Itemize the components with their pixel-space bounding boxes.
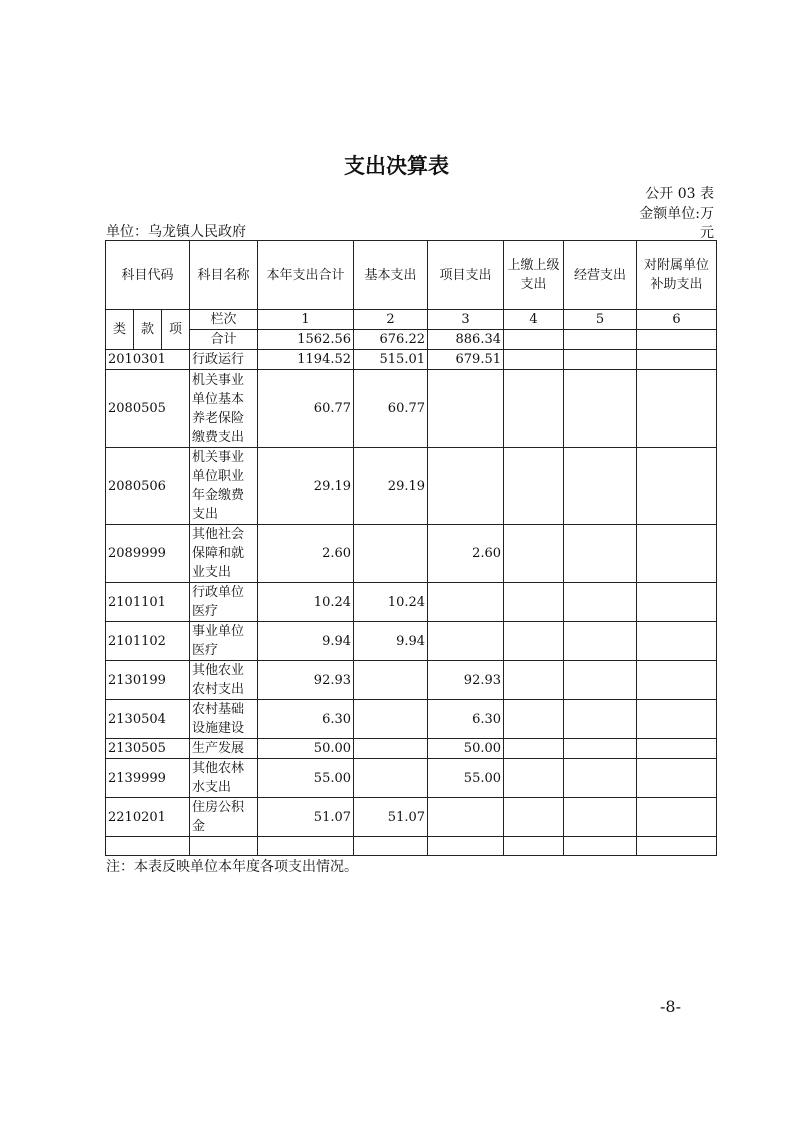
row-project: 679.51: [428, 350, 504, 370]
total-row: [106, 330, 717, 350]
row-name: 其他社会保障和就业支出: [190, 525, 258, 583]
row-total: 92.93: [258, 661, 354, 700]
empty-cell: [428, 837, 504, 856]
row-basic: 9.94: [354, 622, 428, 661]
row-project: 55.00: [428, 759, 504, 798]
row-subsidy: [637, 525, 717, 583]
header-subsidy: 对附属单位补助支出: [637, 241, 717, 310]
row-upper: [504, 525, 564, 583]
row-total: 2.60: [258, 525, 354, 583]
header-kuan: 款: [134, 310, 162, 350]
row-total: 10.24: [258, 583, 354, 622]
header-lanci: 栏次: [190, 310, 258, 330]
row-upper: [504, 661, 564, 700]
row-name: 住房公积金: [190, 798, 258, 837]
row-basic: [354, 700, 428, 739]
footnote: 注：本表反映单位本年度各项支出情况。: [106, 859, 358, 875]
row-code: 2210201: [106, 798, 190, 837]
row-project: [428, 370, 504, 448]
row-name: 行政单位医疗: [190, 583, 258, 622]
table-row: [106, 448, 717, 525]
row-basic: [354, 525, 428, 583]
col-index-5: 5: [564, 310, 637, 330]
row-upper: [504, 370, 564, 448]
row-total: 55.00: [258, 759, 354, 798]
row-business: [564, 370, 637, 448]
col-index-6: 6: [637, 310, 717, 330]
row-name: 机关事业单位职业年金缴费支出: [190, 448, 258, 525]
row-business: [564, 448, 637, 525]
row-code: 2089999: [106, 525, 190, 583]
total-label: 合计: [190, 330, 258, 350]
header-code: 科目代码: [106, 241, 190, 310]
row-subsidy: [637, 622, 717, 661]
header-project: 项目支出: [428, 241, 504, 310]
row-name: 事业单位医疗: [190, 622, 258, 661]
col-index-4: 4: [504, 310, 564, 330]
row-business: [564, 759, 637, 798]
row-total: 50.00: [258, 739, 354, 759]
row-project: 50.00: [428, 739, 504, 759]
expenditure-table: [105, 240, 717, 856]
total-sum: 1562.56: [258, 330, 354, 350]
row-subsidy: [637, 661, 717, 700]
row-basic: [354, 661, 428, 700]
row-business: [564, 798, 637, 837]
row-code: 2010301: [106, 350, 190, 370]
row-subsidy: [637, 370, 717, 448]
empty-cell: [504, 837, 564, 856]
row-name: 农村基础设施建设: [190, 700, 258, 739]
header-total: 本年支出合计: [258, 241, 354, 310]
row-name: 其他农林水支出: [190, 759, 258, 798]
empty-cell: [354, 837, 428, 856]
header-lei: 类: [106, 310, 134, 350]
row-business: [564, 525, 637, 583]
row-upper: [504, 583, 564, 622]
table-row: [106, 525, 717, 583]
row-basic: 60.77: [354, 370, 428, 448]
row-subsidy: [637, 448, 717, 525]
row-basic: 10.24: [354, 583, 428, 622]
row-code: 2130199: [106, 661, 190, 700]
row-code: 2080505: [106, 370, 190, 448]
row-business: [564, 622, 637, 661]
table-number: 公开 03 表: [645, 186, 714, 202]
row-project: [428, 622, 504, 661]
row-project: [428, 448, 504, 525]
row-total: 6.30: [258, 700, 354, 739]
row-total: 29.19: [258, 448, 354, 525]
amount-unit-continued: 元: [700, 225, 714, 241]
row-code: 2101101: [106, 583, 190, 622]
row-project: 6.30: [428, 700, 504, 739]
row-upper: [504, 622, 564, 661]
row-upper: [504, 700, 564, 739]
table-row: [106, 798, 717, 837]
col-index-2: 2: [354, 310, 428, 330]
row-name: 其他农业农村支出: [190, 661, 258, 700]
row-subsidy: [637, 583, 717, 622]
table-row: [106, 661, 717, 700]
row-upper: [504, 739, 564, 759]
empty-cell: [190, 837, 258, 856]
row-upper: [504, 759, 564, 798]
row-total: 9.94: [258, 622, 354, 661]
table-row: [106, 583, 717, 622]
page-number: -8-: [660, 997, 681, 1016]
row-upper: [504, 448, 564, 525]
table-row: [106, 759, 717, 798]
header-basic: 基本支出: [354, 241, 428, 310]
row-project: 2.60: [428, 525, 504, 583]
row-subsidy: [637, 739, 717, 759]
row-code: 2080506: [106, 448, 190, 525]
row-upper: [504, 798, 564, 837]
row-total: 60.77: [258, 370, 354, 448]
total-basic: 676.22: [354, 330, 428, 350]
row-basic: 29.19: [354, 448, 428, 525]
header-upper: 上缴上级支出: [504, 241, 564, 310]
row-code: 2130505: [106, 739, 190, 759]
empty-cell: [637, 837, 717, 856]
row-code: 2139999: [106, 759, 190, 798]
row-subsidy: [637, 700, 717, 739]
empty-row: [106, 837, 717, 856]
row-business: [564, 661, 637, 700]
header-name: 科目名称: [190, 241, 258, 310]
row-project: [428, 798, 504, 837]
row-basic: [354, 739, 428, 759]
row-business: [564, 700, 637, 739]
row-business: [564, 739, 637, 759]
row-project: 92.93: [428, 661, 504, 700]
row-code: 2101102: [106, 622, 190, 661]
row-business: [564, 583, 637, 622]
table-row: [106, 622, 717, 661]
row-total: 1194.52: [258, 350, 354, 370]
row-subsidy: [637, 798, 717, 837]
total-project: 886.34: [428, 330, 504, 350]
row-subsidy: [637, 350, 717, 370]
header-xiang: 项: [162, 310, 190, 350]
row-code: 2130504: [106, 700, 190, 739]
row-project: [428, 583, 504, 622]
row-total: 51.07: [258, 798, 354, 837]
row-upper: [504, 350, 564, 370]
empty-cell: [258, 837, 354, 856]
col-index-1: 1: [258, 310, 354, 330]
row-business: [564, 350, 637, 370]
empty-cell: [564, 837, 637, 856]
row-basic: 51.07: [354, 798, 428, 837]
amount-unit: 金额单位:万: [639, 206, 714, 222]
table-row: [106, 370, 717, 448]
table-row: [106, 350, 717, 370]
row-name: 生产发展: [190, 739, 258, 759]
row-name: 行政运行: [190, 350, 258, 370]
row-basic: 515.01: [354, 350, 428, 370]
header-business: 经营支出: [564, 241, 637, 310]
row-name: 机关事业单位基本养老保险缴费支出: [190, 370, 258, 448]
row-basic: [354, 759, 428, 798]
page-title: 支出决算表: [344, 154, 449, 178]
empty-cell: [106, 837, 190, 856]
table-row: [106, 739, 717, 759]
col-index-3: 3: [428, 310, 504, 330]
table-row: [106, 700, 717, 739]
unit-label: 单位：乌龙镇人民政府: [106, 224, 246, 240]
row-subsidy: [637, 759, 717, 798]
